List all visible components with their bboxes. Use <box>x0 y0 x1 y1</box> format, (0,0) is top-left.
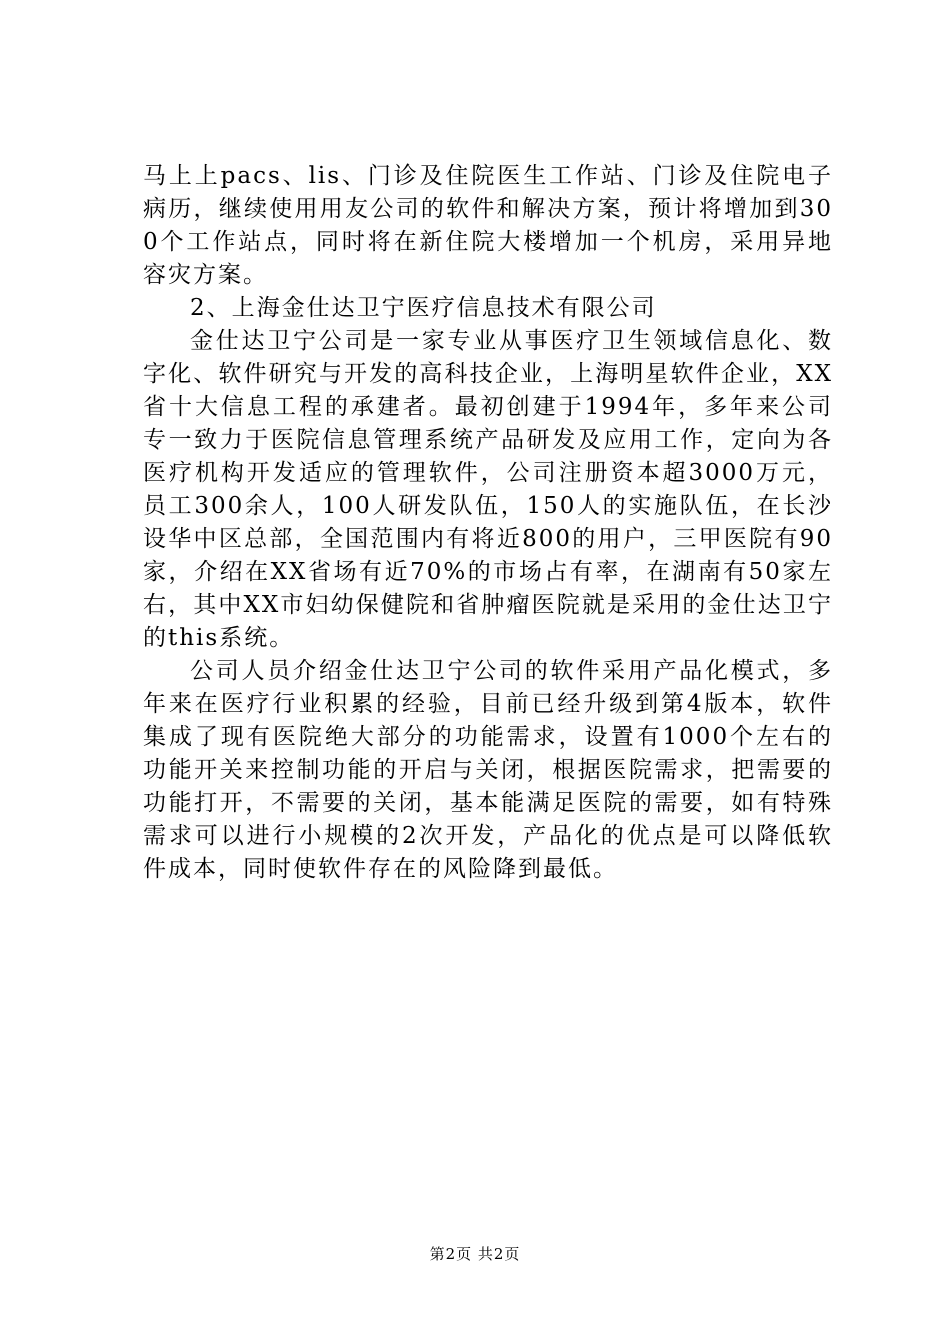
paragraph-company-intro: 金仕达卫宁公司是一家专业从事医疗卫生领域信息化、数字化、软件研究与开发的高科技企业，上海明星软件企业，XX省十大信息工程的承建者。最初创建于1994年，多年来公司专一致力于医院信息管理系统产品研发及应用工作，定向为各医疗机构开发适应的管理软件，公司注册资本超3000万元，员工300余人，100人研发队伍，150人的实施队伍，在长沙设华中区总部，全国范围内有将近800的用户，三甲医院有90家，介绍在XX省场有近70%的市场占有率，在湖南有50家左右，其中XX市妇幼保健院和省肿瘤医院就是采用的金仕达卫宁的this系统。 <box>143 328 833 651</box>
paragraph-software-intro: 公司人员介绍金仕达卫宁公司的软件采用产品化模式，多年来在医疗行业积累的经验，目前已经升级到第4版本，软件集成了现有医院绝大部分的功能需求，设置有1000个左右的功能开关来控制功能的开启与关闭，根据医院需求，把需要的功能打开，不需要的关闭，基本能满足医院的需要，如有特殊需求可以进行小规模的2次开发，产品化的优点是可以降低软件成本，同时使软件存在的风险降到最低。 <box>143 658 833 882</box>
section-heading: 2、上海金仕达卫宁医疗信息技术有限公司 <box>190 295 657 321</box>
document-body <box>143 160 833 886</box>
page-number-footer: 第2页 共2页 <box>429 1245 521 1263</box>
paragraph-continuation: 马上上pacs、lis、门诊及住院医生工作站、门诊及住院电子病历，继续使用用友公司的软件和解决方案，预计将增加到300个工作站点，同时将在新住院大楼增加一个机房，采用异地容灾方案。 <box>143 163 833 288</box>
